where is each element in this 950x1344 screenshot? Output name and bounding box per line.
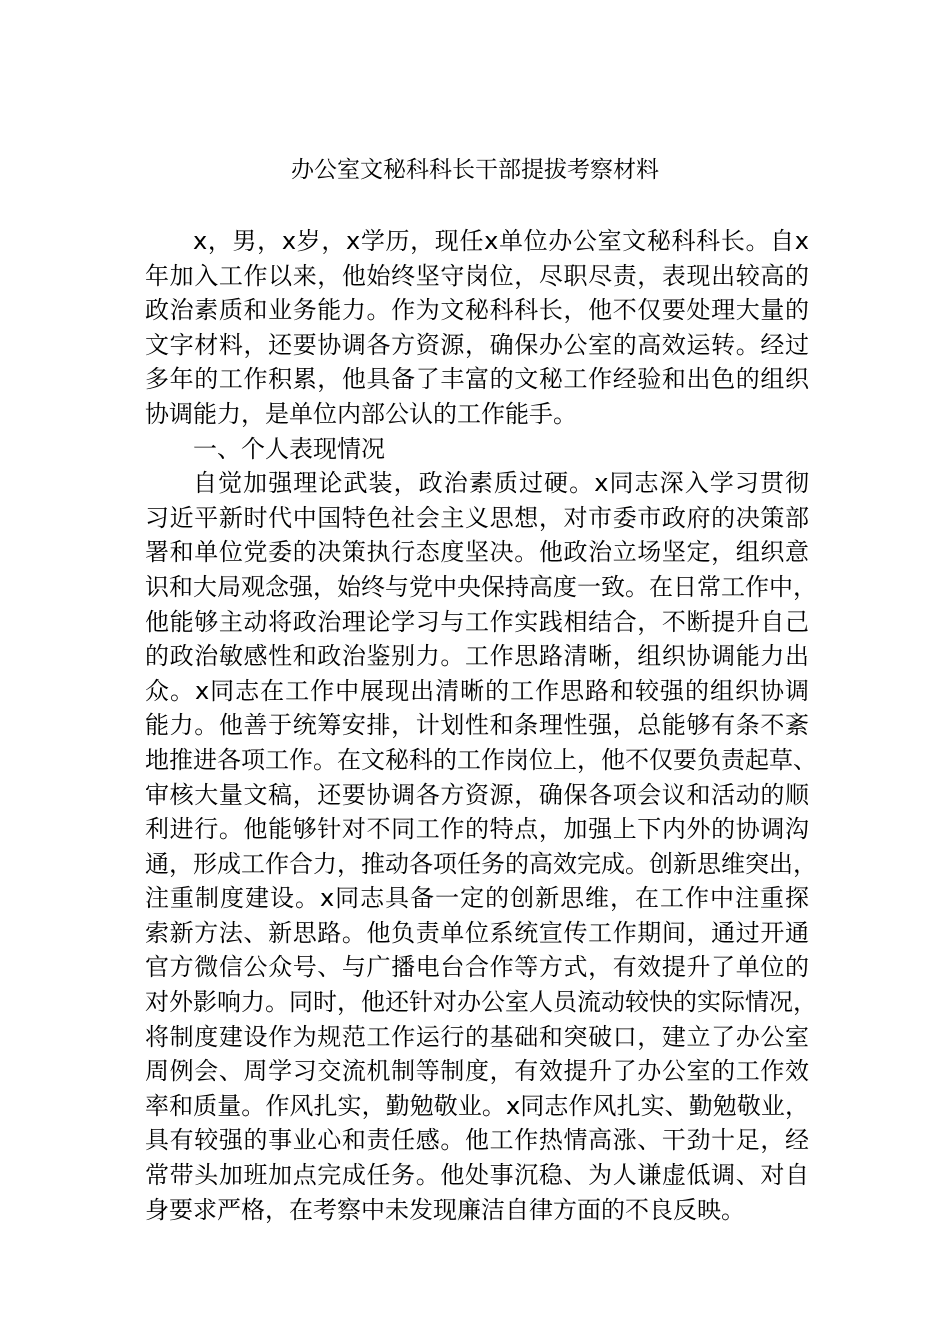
text-line: 对外影响力。同时，他还针对办公室人员流动较快的实际情况，	[145, 988, 817, 1017]
text-line: 索新方法、新思路。他负责单位系统宣传工作期间，通过开通	[145, 918, 809, 947]
text-line: 协调能力，是单位内部公认的工作能手。	[145, 399, 577, 428]
text-line: 的政治敏感性和政治鉴别力。工作思路清晰，组织协调能力出	[145, 642, 809, 671]
section-heading: 一、个人表现情况	[193, 434, 385, 463]
text-line: 识和大局观念强，始终与党中央保持高度一致。在日常工作中，	[145, 572, 817, 601]
document-title: 办公室文秘科科长干部提拔考察材料	[291, 157, 659, 183]
text-line: 身要求严格，在考察中未发现廉洁自律方面的不良反映。	[145, 1195, 745, 1224]
text-line: 他能够主动将政治理论学习与工作实践相结合，不断提升自己	[145, 607, 809, 636]
text-line: 官方微信公众号、与广播电台合作等方式，有效提升了单位的	[145, 953, 809, 982]
text-line: 具有较强的事业心和责任感。他工作热情高涨、干劲十足，经	[145, 1126, 809, 1155]
text-line: 自觉加强理论武装，政治素质过硬。x同志深入学习贯彻	[193, 469, 809, 498]
text-line: 文字材料，还要协调各方资源，确保办公室的高效运转。经过	[145, 330, 809, 359]
text-line: 地推进各项工作。在文秘科的工作岗位上，他不仅要负责起草、	[145, 745, 817, 774]
text-line: 审核大量文稿，还要协调各方资源，确保各项会议和活动的顺	[145, 780, 809, 809]
text-line: 周例会、周学习交流机制等制度，有效提升了办公室的工作效	[145, 1057, 809, 1086]
text-line: 能力。他善于统筹安排，计划性和条理性强，总能够有条不紊	[145, 711, 809, 740]
text-line: 率和质量。作风扎实，勤勉敬业。x同志作风扎实、勤勉敬业，	[145, 1091, 809, 1120]
text-line: 年加入工作以来，他始终坚守岗位，尽职尽责，表现出较高的	[145, 261, 809, 290]
text-line: 通，形成工作合力，推动各项任务的高效完成。创新思维突出，	[145, 849, 817, 878]
text-line: 众。x同志在工作中展现出清晰的工作思路和较强的组织协调	[145, 676, 809, 705]
text-line: 署和单位党委的决策执行态度坚决。他政治立场坚定，组织意	[145, 538, 809, 567]
document-body	[145, 224, 817, 1227]
text-line: 多年的工作积累，他具备了丰富的文秘工作经验和出色的组织	[145, 365, 809, 394]
text-line: 习近平新时代中国特色社会主义思想，对市委市政府的决策部	[145, 503, 809, 532]
text-line: x，男，x岁，x学历，现任x单位办公室文秘科科长。自x	[193, 227, 809, 255]
text-line: 政治素质和业务能力。作为文秘科科长，他不仅要处理大量的	[145, 296, 809, 325]
text-line: 注重制度建设。x同志具备一定的创新思维，在工作中注重探	[145, 884, 809, 913]
text-line: 常带头加班加点完成任务。他处事沉稳、为人谦虚低调、对自	[145, 1161, 809, 1190]
text-line: 利进行。他能够针对不同工作的特点，加强上下内外的协调沟	[145, 815, 809, 844]
text-line: 将制度建设作为规范工作运行的基础和突破口，建立了办公室	[145, 1022, 809, 1051]
